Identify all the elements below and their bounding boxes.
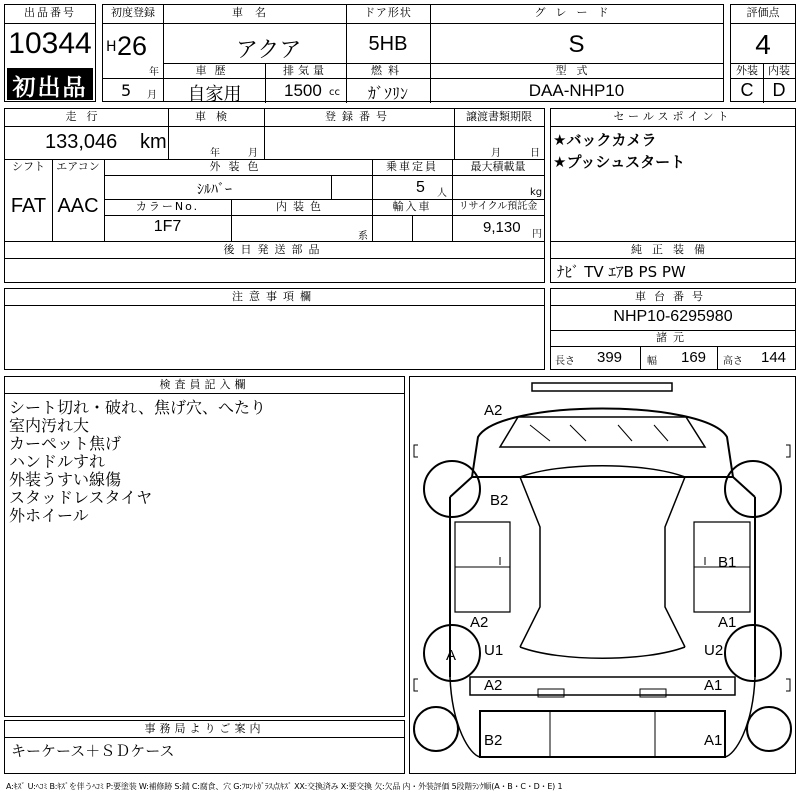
ext-grade: C <box>740 80 754 100</box>
sales-point-box <box>550 108 796 242</box>
inspector-line-1: シート切れ・破れ、焦げ穴、へたり <box>9 398 266 417</box>
capacity-unit: 人 <box>437 188 447 199</box>
later-parts-box <box>4 241 545 283</box>
chassis-box <box>550 288 796 370</box>
era: H <box>106 39 117 55</box>
color-label: 外装色 <box>209 160 267 173</box>
diagram-box <box>409 376 796 774</box>
lot-box <box>4 4 96 102</box>
diag-front: A2 <box>484 402 503 419</box>
height-label: 高さ <box>723 356 743 367</box>
shift-value: FAT <box>10 195 47 217</box>
door-value: 5HB <box>368 33 408 55</box>
diag-right-sill: A1 <box>718 614 737 631</box>
diag-left-u: U1 <box>484 642 504 659</box>
name-label: 車名 <box>232 6 278 19</box>
door-label: ドア形状 <box>364 6 412 19</box>
recycle-label: リサイクル預託金 <box>458 201 538 212</box>
history-value: 自家用 <box>187 84 242 105</box>
model-value: DAA-NHP10 <box>528 81 625 100</box>
inspection-month: 月 <box>248 148 258 159</box>
grade-label: グレード <box>534 6 619 19</box>
car-diagram <box>410 377 795 773</box>
diag-right-lower: A1 <box>704 677 723 694</box>
inspector-label: 検査員記入欄 <box>159 378 250 391</box>
inspector-line-3: カーペット焦げ <box>9 434 122 453</box>
equip-value: ﾅﾋﾞ TV ｴｱB PS PW <box>557 263 686 281</box>
aircon-value: AAC <box>57 195 99 217</box>
score-box <box>730 4 796 102</box>
width-value: 169 <box>681 349 707 366</box>
recycle-unit: 円 <box>532 229 542 240</box>
width-label: 幅 <box>647 356 657 367</box>
capacity-value: 5 <box>416 179 425 196</box>
fuel-value: ｶﾞｿﾘﾝ <box>367 84 408 103</box>
sales-line-2: ★プッシュスタート <box>553 153 686 171</box>
detail-box <box>4 108 545 242</box>
displacement-label: 排気量 <box>283 64 328 77</box>
diag-wheel: A <box>446 647 457 664</box>
office-value: キーケース＋ＳＤケース <box>11 742 175 760</box>
diag-left-lower: A2 <box>484 677 503 694</box>
month-unit: 月 <box>147 90 157 101</box>
transfer-month: 月 <box>491 148 501 159</box>
grade-value: S <box>568 31 585 58</box>
import-label: 輸入車 <box>392 200 432 213</box>
lot-label: 出品番号 <box>24 6 76 19</box>
history-label: 車歴 <box>195 64 234 77</box>
mileage-unit: km <box>140 131 167 153</box>
diag-rear-left: B2 <box>484 732 503 749</box>
reg-month: 5 <box>121 81 132 100</box>
registration-box <box>102 4 164 102</box>
capacity-label: 乗車定員 <box>386 160 438 173</box>
inspector-box <box>4 376 405 717</box>
plate-label: 登録番号 <box>325 110 393 123</box>
aircon-label: エアコン <box>56 160 100 173</box>
color-no-value: 1F7 <box>153 218 182 235</box>
name-value: アクア <box>236 38 302 63</box>
first-listing-badge <box>7 68 93 100</box>
interior-label: 内装色 <box>276 200 327 213</box>
interior-suffix: 系 <box>358 231 368 242</box>
ext-label: 外装 <box>736 64 758 77</box>
lot-number: 10344 <box>8 27 92 60</box>
year-unit: 年 <box>149 67 159 78</box>
inspector-line-7: 外ホイール <box>9 506 89 525</box>
int-label: 内装 <box>768 64 790 77</box>
notes-label: 注意事項欄 <box>232 290 317 303</box>
displacement-value: 1500 <box>284 81 322 100</box>
inspection-year: 年 <box>210 148 220 159</box>
inspector-line-6: スタッドレスタイヤ <box>9 488 153 507</box>
office-label: 事務局よりご案内 <box>144 722 265 735</box>
office-box <box>4 720 405 774</box>
equip-label: 純正装備 <box>631 243 715 256</box>
length-label: 長さ <box>555 356 575 367</box>
diag-left-front-door: B2 <box>490 492 509 509</box>
int-grade: D <box>772 80 786 100</box>
load-unit: kg <box>530 187 543 198</box>
score-value: 4 <box>755 29 771 60</box>
inspector-line-2: 室内汚れ大 <box>9 416 90 435</box>
legend: A:ｷｽﾞ U:ﾍｺﾐ B:ｷｽﾞを伴うﾍｺﾐ P:要塗装 W:補修跡 S:錆 C:腐食、穴 G:ﾌﾛﾝﾄｶﾞﾗｽ点ｷｽﾞ XX:交換済み X:要交換 欠:欠品 内・外装評価 5段階ﾗﾝｸ順(A・B・C・D・E) 1 <box>6 782 563 791</box>
sales-line-1: ★バックカメラ <box>553 131 657 149</box>
diag-right-rear-door: B1 <box>718 554 737 571</box>
inspector-line-4: ハンドルすれ <box>9 452 106 471</box>
mileage-value: 133,046 <box>45 131 118 153</box>
diag-left-sill: A2 <box>470 614 489 631</box>
diag-rear-right: A1 <box>704 732 723 749</box>
transfer-label: 譲渡書類期限 <box>466 110 532 123</box>
dims-label: 諸元 <box>656 331 690 344</box>
recycle-value: 9,130 <box>483 219 521 236</box>
displacement-unit: cc <box>329 87 340 98</box>
sales-label: セールスポイント <box>613 110 733 123</box>
first-listing-label: 初出品 <box>12 75 88 101</box>
model-label: 型式 <box>555 64 598 77</box>
score-label: 評価点 <box>746 6 780 19</box>
notes-box <box>4 288 545 370</box>
registration-label: 初度登録 <box>111 6 155 19</box>
chassis-label: 車台番号 <box>635 290 711 303</box>
color-value: ｼﾙﾊﾞｰ <box>197 182 232 198</box>
transfer-day: 日 <box>530 148 540 159</box>
reg-year: 26 <box>117 31 148 61</box>
equipment-box <box>550 241 796 283</box>
inspection-label: 車検 <box>195 110 237 123</box>
color-no-label: カラーNo. <box>135 200 200 213</box>
load-label: 最大積載量 <box>470 160 526 173</box>
diag-right-u: U2 <box>704 642 724 659</box>
fuel-label: 燃料 <box>371 64 405 77</box>
length-value: 399 <box>597 349 623 366</box>
height-value: 144 <box>761 349 787 366</box>
chassis-value: NHP10-6295980 <box>613 308 733 325</box>
vehicle-info-box <box>163 4 724 105</box>
later-label: 後日発送部品 <box>223 243 326 256</box>
shift-label: シフト <box>12 160 45 173</box>
inspector-line-5: 外装うすい線傷 <box>9 470 122 489</box>
mileage-label: 走行 <box>65 110 108 123</box>
